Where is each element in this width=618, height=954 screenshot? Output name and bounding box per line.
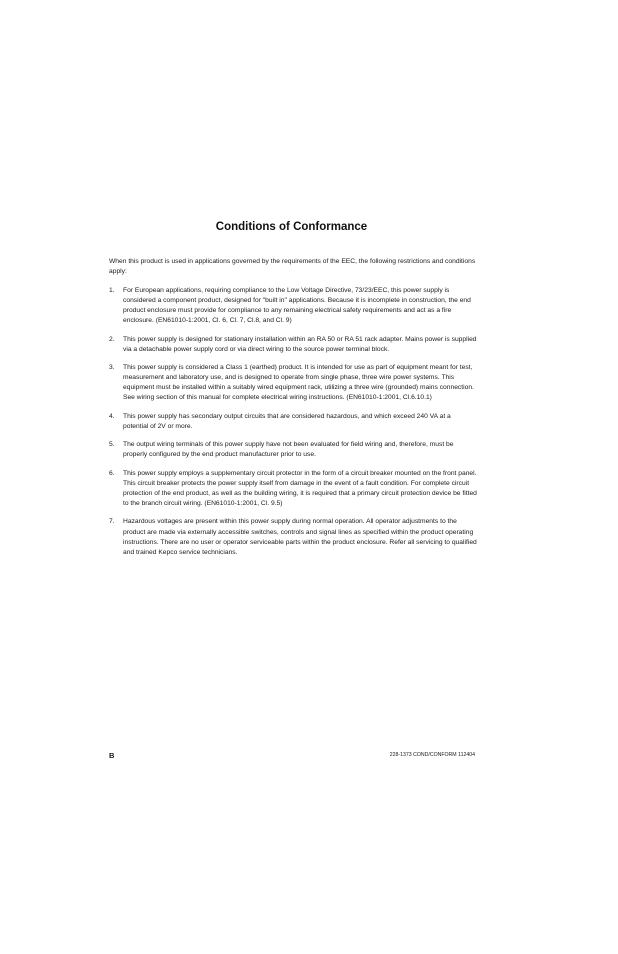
condition-item-5	[109, 440, 477, 460]
condition-number: 1.	[109, 287, 115, 294]
conditions-list	[109, 286, 477, 566]
condition-number: 4.	[109, 412, 115, 420]
footer-doc-code: 228-1373 COND/CONFORM 112404	[389, 752, 475, 758]
condition-item-7	[109, 517, 477, 557]
condition-item-1	[109, 286, 477, 326]
condition-text: Hazardous voltages are present within this power supply during normal operation. All operator adjustments to the product are made via externally accessible switches, controls and signal lines as specified within the product operating instructions. There are no user or operator serviceable parts within the product enclosure. Refer all servicing to qualified and trained Kepco service technicians.	[123, 518, 477, 556]
condition-item-4	[109, 412, 477, 432]
condition-text: This power supply employs a supplementary circuit protector in the form of a circuit breaker mounted on the front panel. This circuit breaker protects the power supply itself from damage in the event of a fault condition. For complete circuit protection of the end product, as well as the building wiring, it is required that a primary circuit protection device be fitted to the branch circuit wiring. (EN61010-1:2001, Cl. 9.5)	[123, 469, 477, 508]
condition-text: This power supply is designed for stationary installation within an RA 50 or RA 51 rack adapter. Mains power is supplied via a detachable power supply cord or via direct wiring to the source power terminal block.	[123, 335, 477, 353]
condition-text: This power supply has secondary output circuits that are considered hazardous, and which exceed 240 VA at a potential of 2V or more.	[123, 412, 451, 430]
page-title: Conditions of Conformance	[215, 221, 368, 233]
condition-number: 7.	[109, 518, 115, 526]
condition-text: This power supply is considered a Class 1 (earthed) product. It is intended for use as part of equipment meant for test, measurement and laboratory use, and is designed to operate from single phase, three wire power systems. This equipment must be installed within a suitably wired equipment rack, utilizing a three wire (grounded) mains connection. See wiring section of this manual for complete electrical wiring instructions. (EN61010-1:2001, Cl.6.10.1)	[123, 364, 474, 402]
condition-number: 2.	[109, 335, 115, 343]
condition-number: 3.	[109, 364, 115, 372]
condition-text: For European applications, requiring compliance to the Low Voltage Directive, 73/23/EEC, this power supply is considered a component product, designed for "built in" applications. Because it is incomplete in construction, the end product enclosure must provide for compliance to any remaining electrical safety requirements and act as a fire enclosure. (EN61010-1:2001, Cl. 6, Cl. 7, Cl.8, and Cl. 9)	[123, 287, 471, 325]
intro-paragraph: When this product is used in applications governed by the requirements of the EEC, the following restrictions and conditions apply:	[109, 258, 476, 275]
condition-item-3	[109, 363, 477, 403]
condition-text: The output wiring terminals of this power supply have not been evaluated for field wiring and, therefore, must be properly configured by the end product manufacturer prior to use.	[123, 441, 454, 459]
condition-item-6	[109, 469, 477, 509]
condition-number: 6.	[109, 469, 115, 477]
condition-item-2	[109, 335, 477, 355]
condition-number: 5.	[109, 441, 115, 449]
footer-page-label: B	[109, 751, 115, 760]
